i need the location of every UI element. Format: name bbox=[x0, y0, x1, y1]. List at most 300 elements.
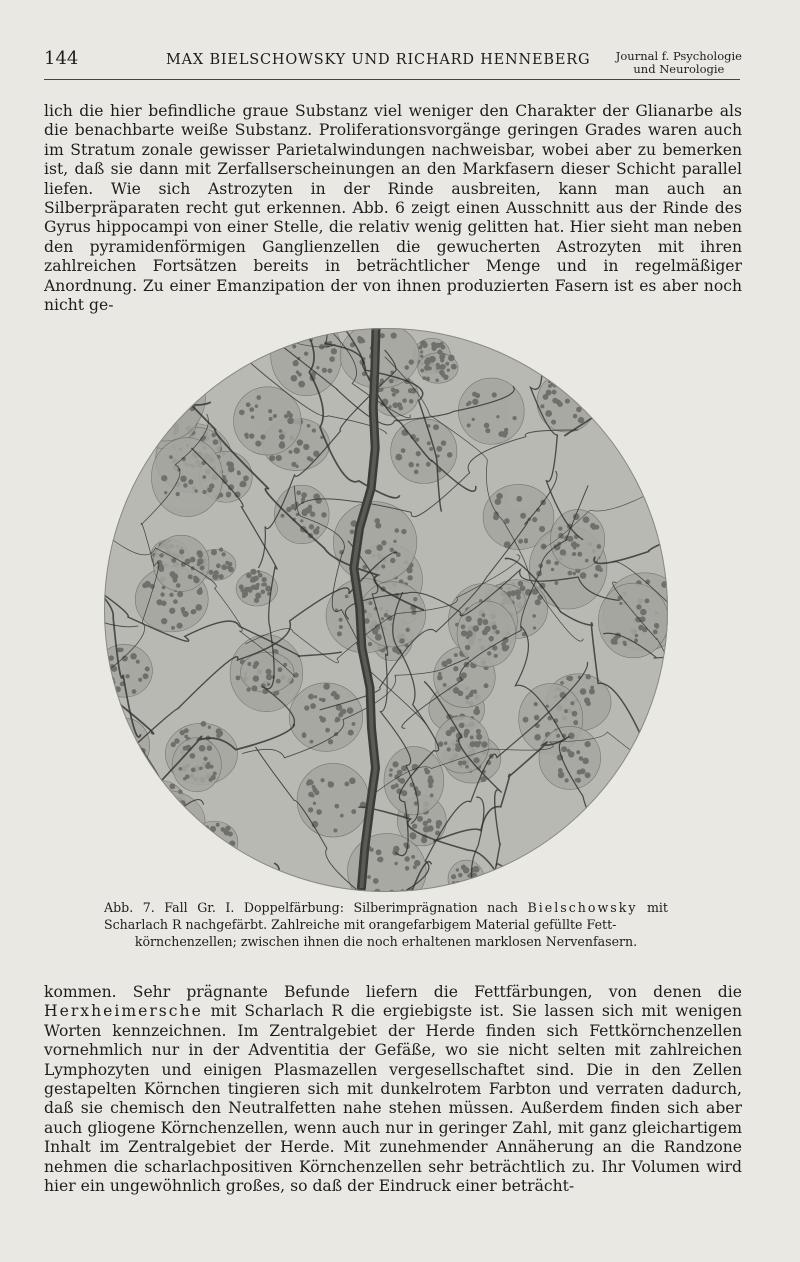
fat-granule bbox=[413, 597, 417, 601]
fat-granule bbox=[407, 575, 412, 580]
fat-granule bbox=[518, 539, 523, 544]
fat-granule bbox=[171, 833, 175, 837]
fat-granule bbox=[148, 425, 152, 429]
fat-granule bbox=[279, 434, 285, 440]
fat-granule bbox=[456, 868, 459, 871]
fat-granule bbox=[495, 499, 501, 505]
fat-granule bbox=[213, 570, 218, 575]
fat-granule bbox=[560, 681, 564, 685]
fat-granule bbox=[653, 630, 658, 635]
fat-granule bbox=[248, 586, 252, 590]
fat-granule bbox=[441, 440, 446, 445]
fat-granule bbox=[665, 431, 668, 437]
fat-granule bbox=[552, 398, 558, 404]
fat-granule bbox=[168, 880, 171, 883]
fat-granule bbox=[125, 674, 129, 678]
fat-granule bbox=[139, 830, 145, 836]
fat-granule bbox=[476, 729, 481, 734]
fat-granule bbox=[462, 884, 468, 890]
fat-granule bbox=[466, 616, 472, 622]
fat-granule bbox=[391, 784, 396, 789]
fat-granule bbox=[472, 884, 479, 891]
fat-granule bbox=[113, 838, 117, 842]
fat-granule bbox=[148, 388, 152, 392]
fat-granule bbox=[104, 797, 105, 803]
fat-granule bbox=[278, 667, 283, 672]
fat-granule bbox=[249, 433, 254, 438]
fat-granule bbox=[572, 552, 576, 556]
fat-granule bbox=[163, 363, 169, 369]
fat-granule bbox=[420, 369, 424, 373]
fat-granule bbox=[426, 357, 430, 361]
fat-granule bbox=[307, 424, 311, 428]
fat-granule bbox=[133, 752, 136, 755]
fat-granule bbox=[655, 437, 659, 441]
fat-granule bbox=[173, 599, 178, 604]
fat-granule bbox=[560, 549, 566, 555]
paragraph-2-text: kommen. Sehr prägnante Befunde liefern die Fettfärbungen, von denen die bbox=[44, 983, 742, 1001]
fat-granule bbox=[276, 679, 281, 684]
fat-granule bbox=[124, 343, 130, 349]
fat-granule bbox=[575, 379, 578, 382]
fat-granule bbox=[261, 583, 265, 587]
fat-granule bbox=[126, 739, 132, 745]
cell-body bbox=[128, 833, 211, 892]
fat-granule bbox=[428, 366, 432, 370]
fat-granule bbox=[152, 370, 158, 376]
fat-granule bbox=[443, 375, 448, 380]
fat-granule bbox=[237, 471, 241, 475]
fat-granule bbox=[546, 390, 552, 396]
fat-granule bbox=[188, 479, 193, 484]
fat-granule bbox=[422, 342, 428, 348]
fat-granule bbox=[461, 672, 467, 678]
fat-granule bbox=[661, 453, 664, 456]
fat-granule bbox=[568, 733, 575, 740]
fat-granule bbox=[161, 386, 166, 391]
fat-granule bbox=[580, 688, 586, 694]
fat-granule bbox=[291, 375, 298, 382]
fat-granule bbox=[445, 362, 449, 366]
fat-granule bbox=[337, 631, 342, 636]
fat-granule bbox=[152, 373, 157, 378]
fat-granule bbox=[333, 829, 337, 833]
fat-granule bbox=[437, 675, 443, 681]
fat-granule bbox=[657, 445, 663, 451]
fat-granule bbox=[109, 780, 113, 784]
fat-granule bbox=[199, 745, 206, 752]
fat-granule bbox=[199, 850, 205, 856]
fat-granule bbox=[123, 759, 128, 764]
fat-granule bbox=[107, 753, 111, 757]
fat-granule bbox=[436, 824, 441, 829]
fat-granule bbox=[435, 378, 439, 382]
fat-granule bbox=[312, 785, 316, 789]
cell-body bbox=[104, 328, 140, 361]
fat-granule bbox=[314, 695, 317, 698]
fat-granule bbox=[219, 547, 223, 551]
fat-granule bbox=[441, 661, 447, 667]
fat-granule bbox=[409, 359, 414, 364]
fat-granule bbox=[170, 571, 176, 577]
fat-granule bbox=[205, 763, 211, 769]
fat-granule bbox=[282, 338, 286, 342]
fat-granule bbox=[461, 865, 466, 870]
fat-granule bbox=[294, 360, 298, 364]
fat-granule bbox=[148, 796, 153, 801]
fat-granule bbox=[172, 363, 175, 366]
fat-granule bbox=[159, 790, 165, 796]
fat-granule bbox=[111, 334, 115, 338]
fat-granule bbox=[334, 804, 339, 809]
fat-granule bbox=[440, 345, 445, 350]
fat-granule bbox=[158, 429, 162, 433]
fat-granule bbox=[467, 423, 471, 427]
fat-granule bbox=[560, 383, 564, 387]
fat-granule bbox=[454, 653, 458, 657]
caption-text: Abb. 7. Fall Gr. I. Doppelfärbung: Silberimprägnation nach bbox=[104, 900, 528, 915]
cell-body bbox=[160, 846, 214, 892]
fat-granule bbox=[183, 483, 188, 488]
fat-granule bbox=[141, 798, 147, 804]
fat-granule bbox=[433, 424, 439, 430]
fat-granule bbox=[154, 370, 159, 375]
page-number: 144 bbox=[44, 48, 79, 69]
fat-granule bbox=[470, 736, 474, 740]
fat-granule bbox=[118, 851, 123, 856]
figure-caption bbox=[104, 899, 668, 950]
fat-granule bbox=[160, 361, 165, 366]
fat-granule bbox=[410, 833, 417, 840]
fat-granule bbox=[310, 740, 314, 744]
fat-granule bbox=[478, 741, 481, 744]
fat-granule bbox=[316, 366, 319, 369]
fat-granule bbox=[579, 756, 584, 761]
fat-granule bbox=[390, 548, 395, 553]
fat-granule bbox=[114, 860, 118, 864]
fat-granule bbox=[255, 404, 259, 408]
cell-body bbox=[104, 776, 135, 834]
fat-granule bbox=[177, 854, 181, 858]
fat-granule bbox=[171, 879, 176, 884]
fat-granule bbox=[147, 402, 152, 407]
fat-granule bbox=[161, 407, 164, 410]
fat-granule bbox=[169, 608, 175, 614]
fat-granule bbox=[185, 864, 189, 868]
fat-granule bbox=[249, 407, 254, 412]
fat-granule bbox=[495, 630, 500, 635]
fat-granule bbox=[532, 588, 539, 595]
fat-granule bbox=[165, 367, 169, 371]
fat-granule bbox=[104, 784, 105, 789]
fat-granule bbox=[384, 613, 388, 617]
fat-granule bbox=[619, 602, 622, 605]
fat-granule bbox=[321, 512, 326, 517]
fat-granule bbox=[108, 749, 113, 754]
fat-granule bbox=[165, 801, 169, 805]
fat-granule bbox=[104, 829, 107, 835]
fat-granule bbox=[117, 787, 121, 791]
fat-granule bbox=[174, 401, 180, 407]
fat-granule bbox=[255, 440, 261, 446]
fat-granule bbox=[314, 790, 319, 795]
fat-granule bbox=[145, 413, 150, 418]
fat-granule bbox=[404, 856, 409, 861]
fat-granule bbox=[328, 781, 334, 787]
fat-granule bbox=[389, 773, 393, 777]
fat-granule bbox=[177, 623, 183, 629]
fat-granule bbox=[584, 741, 590, 747]
fat-granule bbox=[211, 549, 217, 555]
fat-granule bbox=[155, 794, 161, 800]
fat-granule bbox=[426, 377, 430, 381]
fat-granule bbox=[558, 527, 562, 531]
fat-granule bbox=[163, 368, 169, 374]
fat-granule bbox=[153, 883, 157, 887]
fat-granule bbox=[441, 353, 445, 357]
fat-granule bbox=[280, 441, 285, 446]
fat-granule bbox=[156, 379, 159, 382]
fat-granule bbox=[492, 392, 497, 397]
fat-granule bbox=[169, 455, 173, 459]
fat-granule bbox=[104, 787, 106, 791]
fat-granule bbox=[192, 609, 197, 614]
fat-granule bbox=[143, 879, 149, 885]
cell-body bbox=[598, 583, 668, 658]
fat-granule bbox=[148, 847, 153, 852]
fat-granule bbox=[169, 376, 175, 382]
fat-granule bbox=[159, 566, 165, 572]
fat-granule bbox=[524, 539, 528, 543]
fat-granule bbox=[473, 708, 480, 715]
fat-granule bbox=[302, 508, 308, 514]
fat-granule bbox=[532, 614, 536, 618]
fat-granule bbox=[107, 803, 113, 809]
fat-granule bbox=[597, 544, 602, 549]
fat-granule bbox=[451, 364, 457, 370]
fat-granule bbox=[308, 807, 313, 812]
fat-granule bbox=[582, 758, 588, 764]
fat-granule bbox=[554, 561, 558, 565]
fat-granule bbox=[119, 857, 125, 863]
fat-granule bbox=[344, 782, 349, 787]
fat-granule bbox=[173, 373, 178, 378]
fat-granule bbox=[310, 703, 316, 709]
fat-granule bbox=[269, 455, 275, 461]
fat-granule bbox=[132, 689, 137, 694]
fat-granule bbox=[173, 374, 177, 378]
fat-granule bbox=[159, 379, 165, 385]
fat-granule bbox=[109, 835, 113, 839]
fat-granule bbox=[159, 553, 163, 557]
fat-granule bbox=[120, 805, 126, 811]
fat-granule bbox=[115, 338, 121, 344]
fat-granule bbox=[185, 870, 190, 875]
fat-granule bbox=[655, 871, 661, 877]
cell-body bbox=[136, 780, 185, 823]
fat-granule bbox=[635, 634, 639, 638]
fat-granule bbox=[171, 742, 176, 747]
fat-granule bbox=[165, 379, 169, 383]
fat-granule bbox=[518, 581, 523, 586]
fat-granule bbox=[216, 823, 220, 827]
fat-granule bbox=[420, 350, 423, 353]
fat-granule bbox=[350, 529, 355, 534]
fat-granule bbox=[183, 857, 188, 862]
fat-granule bbox=[467, 874, 471, 878]
fat-granule bbox=[473, 866, 480, 873]
fat-granule bbox=[447, 747, 451, 751]
fat-granule bbox=[117, 753, 124, 760]
fat-granule bbox=[104, 662, 105, 668]
fat-granule bbox=[463, 886, 469, 892]
fat-granule bbox=[197, 563, 201, 567]
fat-granule bbox=[408, 388, 413, 393]
fat-granule bbox=[183, 391, 188, 396]
fat-granule bbox=[242, 594, 246, 598]
cell-body bbox=[147, 358, 183, 394]
fat-granule bbox=[178, 370, 182, 374]
fat-granule bbox=[135, 805, 138, 808]
fat-granule bbox=[157, 407, 163, 413]
fat-granule bbox=[444, 742, 447, 745]
fat-granule bbox=[104, 332, 107, 337]
fat-granule bbox=[299, 328, 304, 330]
fat-granule bbox=[145, 789, 151, 795]
fat-granule bbox=[104, 344, 107, 347]
fat-granule bbox=[215, 858, 221, 864]
fat-granule bbox=[142, 583, 147, 588]
fat-granule bbox=[276, 455, 282, 461]
fat-granule bbox=[159, 423, 166, 430]
fat-granule bbox=[119, 648, 123, 652]
fat-granule bbox=[389, 379, 394, 384]
fat-granule bbox=[226, 461, 231, 466]
fat-granule bbox=[112, 343, 117, 348]
fat-granule bbox=[411, 855, 415, 859]
fat-granule bbox=[464, 729, 470, 735]
fat-granule bbox=[155, 860, 162, 867]
fat-granule bbox=[122, 743, 128, 749]
fat-granule bbox=[153, 372, 158, 377]
fat-granule bbox=[219, 574, 224, 579]
fat-granule bbox=[269, 417, 273, 421]
fat-granule bbox=[626, 875, 631, 880]
fat-granule bbox=[256, 395, 261, 400]
fat-granule bbox=[664, 429, 668, 436]
fat-granule bbox=[119, 837, 123, 841]
fat-granule bbox=[192, 850, 197, 855]
fat-granule bbox=[164, 364, 169, 369]
fat-granule bbox=[104, 349, 107, 353]
cell-body bbox=[104, 782, 133, 828]
fat-granule bbox=[409, 399, 414, 404]
fat-granule bbox=[190, 870, 195, 875]
fat-granule bbox=[116, 348, 123, 355]
micrograph-image bbox=[104, 328, 668, 892]
fat-granule bbox=[140, 802, 145, 807]
fat-granule bbox=[482, 613, 486, 617]
fat-granule bbox=[423, 826, 430, 833]
fat-granule bbox=[545, 410, 552, 417]
fat-granule bbox=[426, 462, 431, 467]
nerve-fiber bbox=[549, 328, 591, 383]
fat-granule bbox=[201, 721, 207, 727]
fat-granule bbox=[115, 799, 122, 806]
fat-granule bbox=[393, 846, 399, 852]
fat-granule bbox=[375, 523, 381, 529]
fat-granule bbox=[190, 753, 196, 759]
fat-granule bbox=[482, 629, 488, 635]
fat-granule bbox=[523, 717, 529, 723]
fat-granule bbox=[194, 489, 197, 492]
fat-granule bbox=[255, 593, 261, 599]
fat-granule bbox=[118, 797, 123, 802]
fat-granule bbox=[294, 673, 299, 678]
fat-granule bbox=[129, 329, 134, 334]
fat-granule bbox=[176, 852, 181, 857]
fat-granule bbox=[128, 755, 132, 759]
fat-granule bbox=[104, 328, 108, 331]
fat-granule bbox=[132, 739, 137, 744]
fat-granule bbox=[540, 404, 544, 408]
fat-granule bbox=[667, 425, 668, 432]
fat-granule bbox=[533, 626, 536, 629]
nerve-fiber bbox=[497, 864, 668, 892]
fat-granule bbox=[570, 701, 574, 705]
caption-text-continued: mit Scharlach R nachgefärbt. Zahlreiche mit orangefarbigem Material gefüllte Fett- bbox=[104, 900, 668, 932]
running-title: MAX BIELSCHOWSKY UND RICHARD HENNEBERG bbox=[166, 52, 591, 68]
fat-granule bbox=[104, 328, 108, 333]
fat-granule bbox=[168, 372, 175, 379]
fat-granule bbox=[293, 447, 300, 454]
fat-granule bbox=[179, 767, 183, 771]
fat-granule bbox=[654, 623, 659, 628]
fat-granule bbox=[162, 795, 168, 801]
fat-granule bbox=[453, 666, 458, 671]
fat-granule bbox=[588, 399, 591, 402]
fat-granule bbox=[484, 423, 490, 429]
fat-granule bbox=[494, 654, 498, 658]
fat-granule bbox=[340, 814, 344, 818]
fat-granule bbox=[181, 374, 187, 380]
fat-granule bbox=[322, 368, 327, 373]
fat-granule bbox=[222, 552, 226, 556]
fat-granule bbox=[461, 888, 467, 892]
fat-granule bbox=[245, 436, 248, 439]
fat-granule bbox=[181, 607, 186, 612]
fat-granule bbox=[551, 568, 554, 571]
fat-granule bbox=[349, 778, 356, 785]
fat-granule bbox=[194, 853, 200, 859]
fat-granule bbox=[394, 862, 397, 865]
fat-granule bbox=[225, 826, 230, 831]
journal-name-line2: und Neurologie bbox=[633, 62, 725, 76]
fat-granule bbox=[128, 388, 133, 393]
fat-granule bbox=[451, 874, 456, 879]
fat-granule bbox=[211, 433, 215, 437]
fat-granule bbox=[140, 370, 144, 374]
header-rule bbox=[44, 79, 740, 80]
fat-granule bbox=[345, 594, 349, 598]
fat-granule bbox=[609, 889, 613, 892]
fat-granule bbox=[199, 587, 202, 590]
fat-granule bbox=[367, 875, 371, 879]
fat-granule bbox=[473, 884, 478, 889]
cell-body bbox=[297, 763, 369, 837]
fat-granule bbox=[111, 666, 117, 672]
fat-granule bbox=[171, 885, 175, 889]
